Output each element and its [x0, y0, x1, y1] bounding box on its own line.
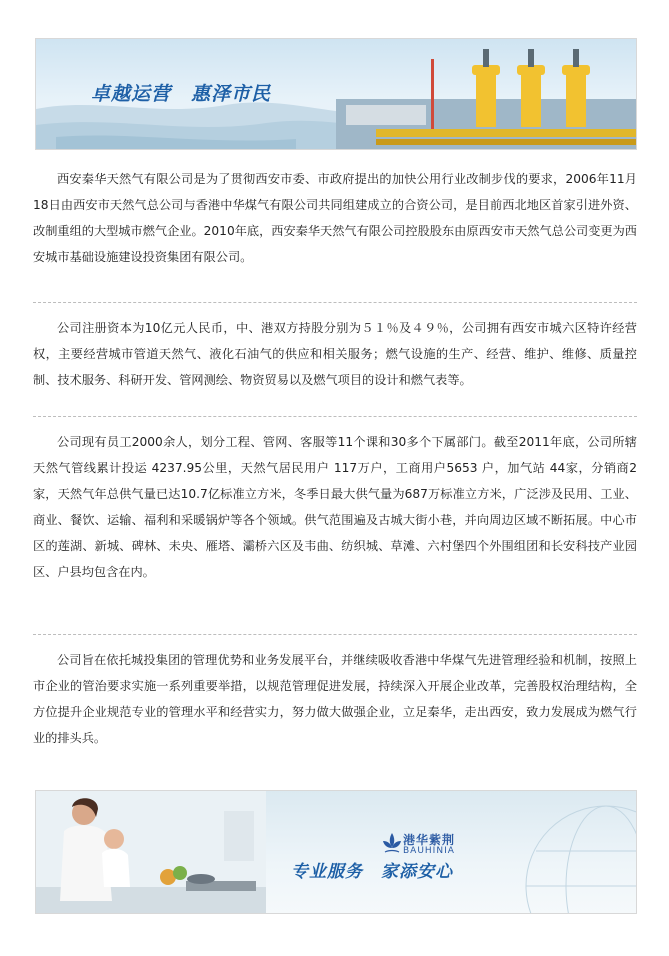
- operations-paragraph: 公司现有员工2000余人，划分工程、管网、客服等11个课和30多个下属部门。截至2011年底，公司所辖天然气管线累计投运 4237.95公里，天然气居民用户 117万户，工商用户5653 户，加气站 44家，分销商2家，天然气年总供气量已达10.7亿标准立方米，冬季日最大供气量为687万标准立方米，广泛涉及民用、工业、商业、餐饮、运输、福利和采暖锅炉等各个领域。供气范围遍及古城大街小巷，并向周边区域不断拓展。中心市区的莲湖、新城、碑林、未央、雁塔、灞桥六区及韦曲、纺织城、草滩、六村堡四个外围组团和长安科技产业园区、户县均包含在内。: [33, 435, 637, 579]
- top-banner: [35, 38, 637, 150]
- divider: [33, 416, 637, 417]
- gas-station-facility-illustration: [336, 39, 636, 149]
- kitchen-mother-child-illustration: [36, 791, 266, 913]
- divider: [33, 634, 637, 635]
- brand-name-chinese: 港华紫荆: [403, 833, 456, 847]
- brand-name-english: BAUHINIA: [403, 846, 455, 856]
- bottom-slogan: 专业服务 家添安心: [291, 862, 453, 882]
- top-slogan: 卓越运营 惠泽市民: [91, 83, 272, 105]
- capital-paragraph: 公司注册资本为10亿元人民币，中、港双方持股分别为５１％及４９％，公司拥有西安市城六区特许经营权，主要经营城市管道天然气、液化石油气的供应和相关服务；燃气设施的生产、经营、维护、维修、质量控制、技术服务、科研开发、管网测绘、物资贸易以及燃气项目的设计和燃气表等。: [33, 321, 637, 387]
- bottom-banner: [35, 790, 637, 914]
- strategy-paragraph: 公司旨在依托城投集团的管理优势和业务发展平台，并继续吸收香港中华煤气先进管理经验和机制，按照上市企业的管治要求实施一系列重要举措，以规范管理促进发展，持续深入开展企业改革，完善股权治理结构，全方位提升企业规范专业的管理水平和经营实力，努力做大做强企业，立足秦华，走出西安，致力发展成为燃气行业的排头兵。: [33, 653, 637, 745]
- bauhinia-flower-icon: [381, 831, 403, 857]
- globe-decoration: [516, 791, 636, 913]
- intro-paragraph: 西安秦华天然气有限公司是为了贯彻西安市委、市政府提出的加快公用行业改制步伐的要求，2006年11月18日由西安市天然气总公司与香港中华煤气有限公司共同组建成立的合资公司，是目前西北地区首家引进外资、改制重组的大型城市燃气企业。2010年底，西安秦华天然气有限公司控股股东由原西安市天然气总公司变更为西安城市基础设施建设投资集团有限公司。: [33, 172, 637, 264]
- divider: [33, 302, 637, 303]
